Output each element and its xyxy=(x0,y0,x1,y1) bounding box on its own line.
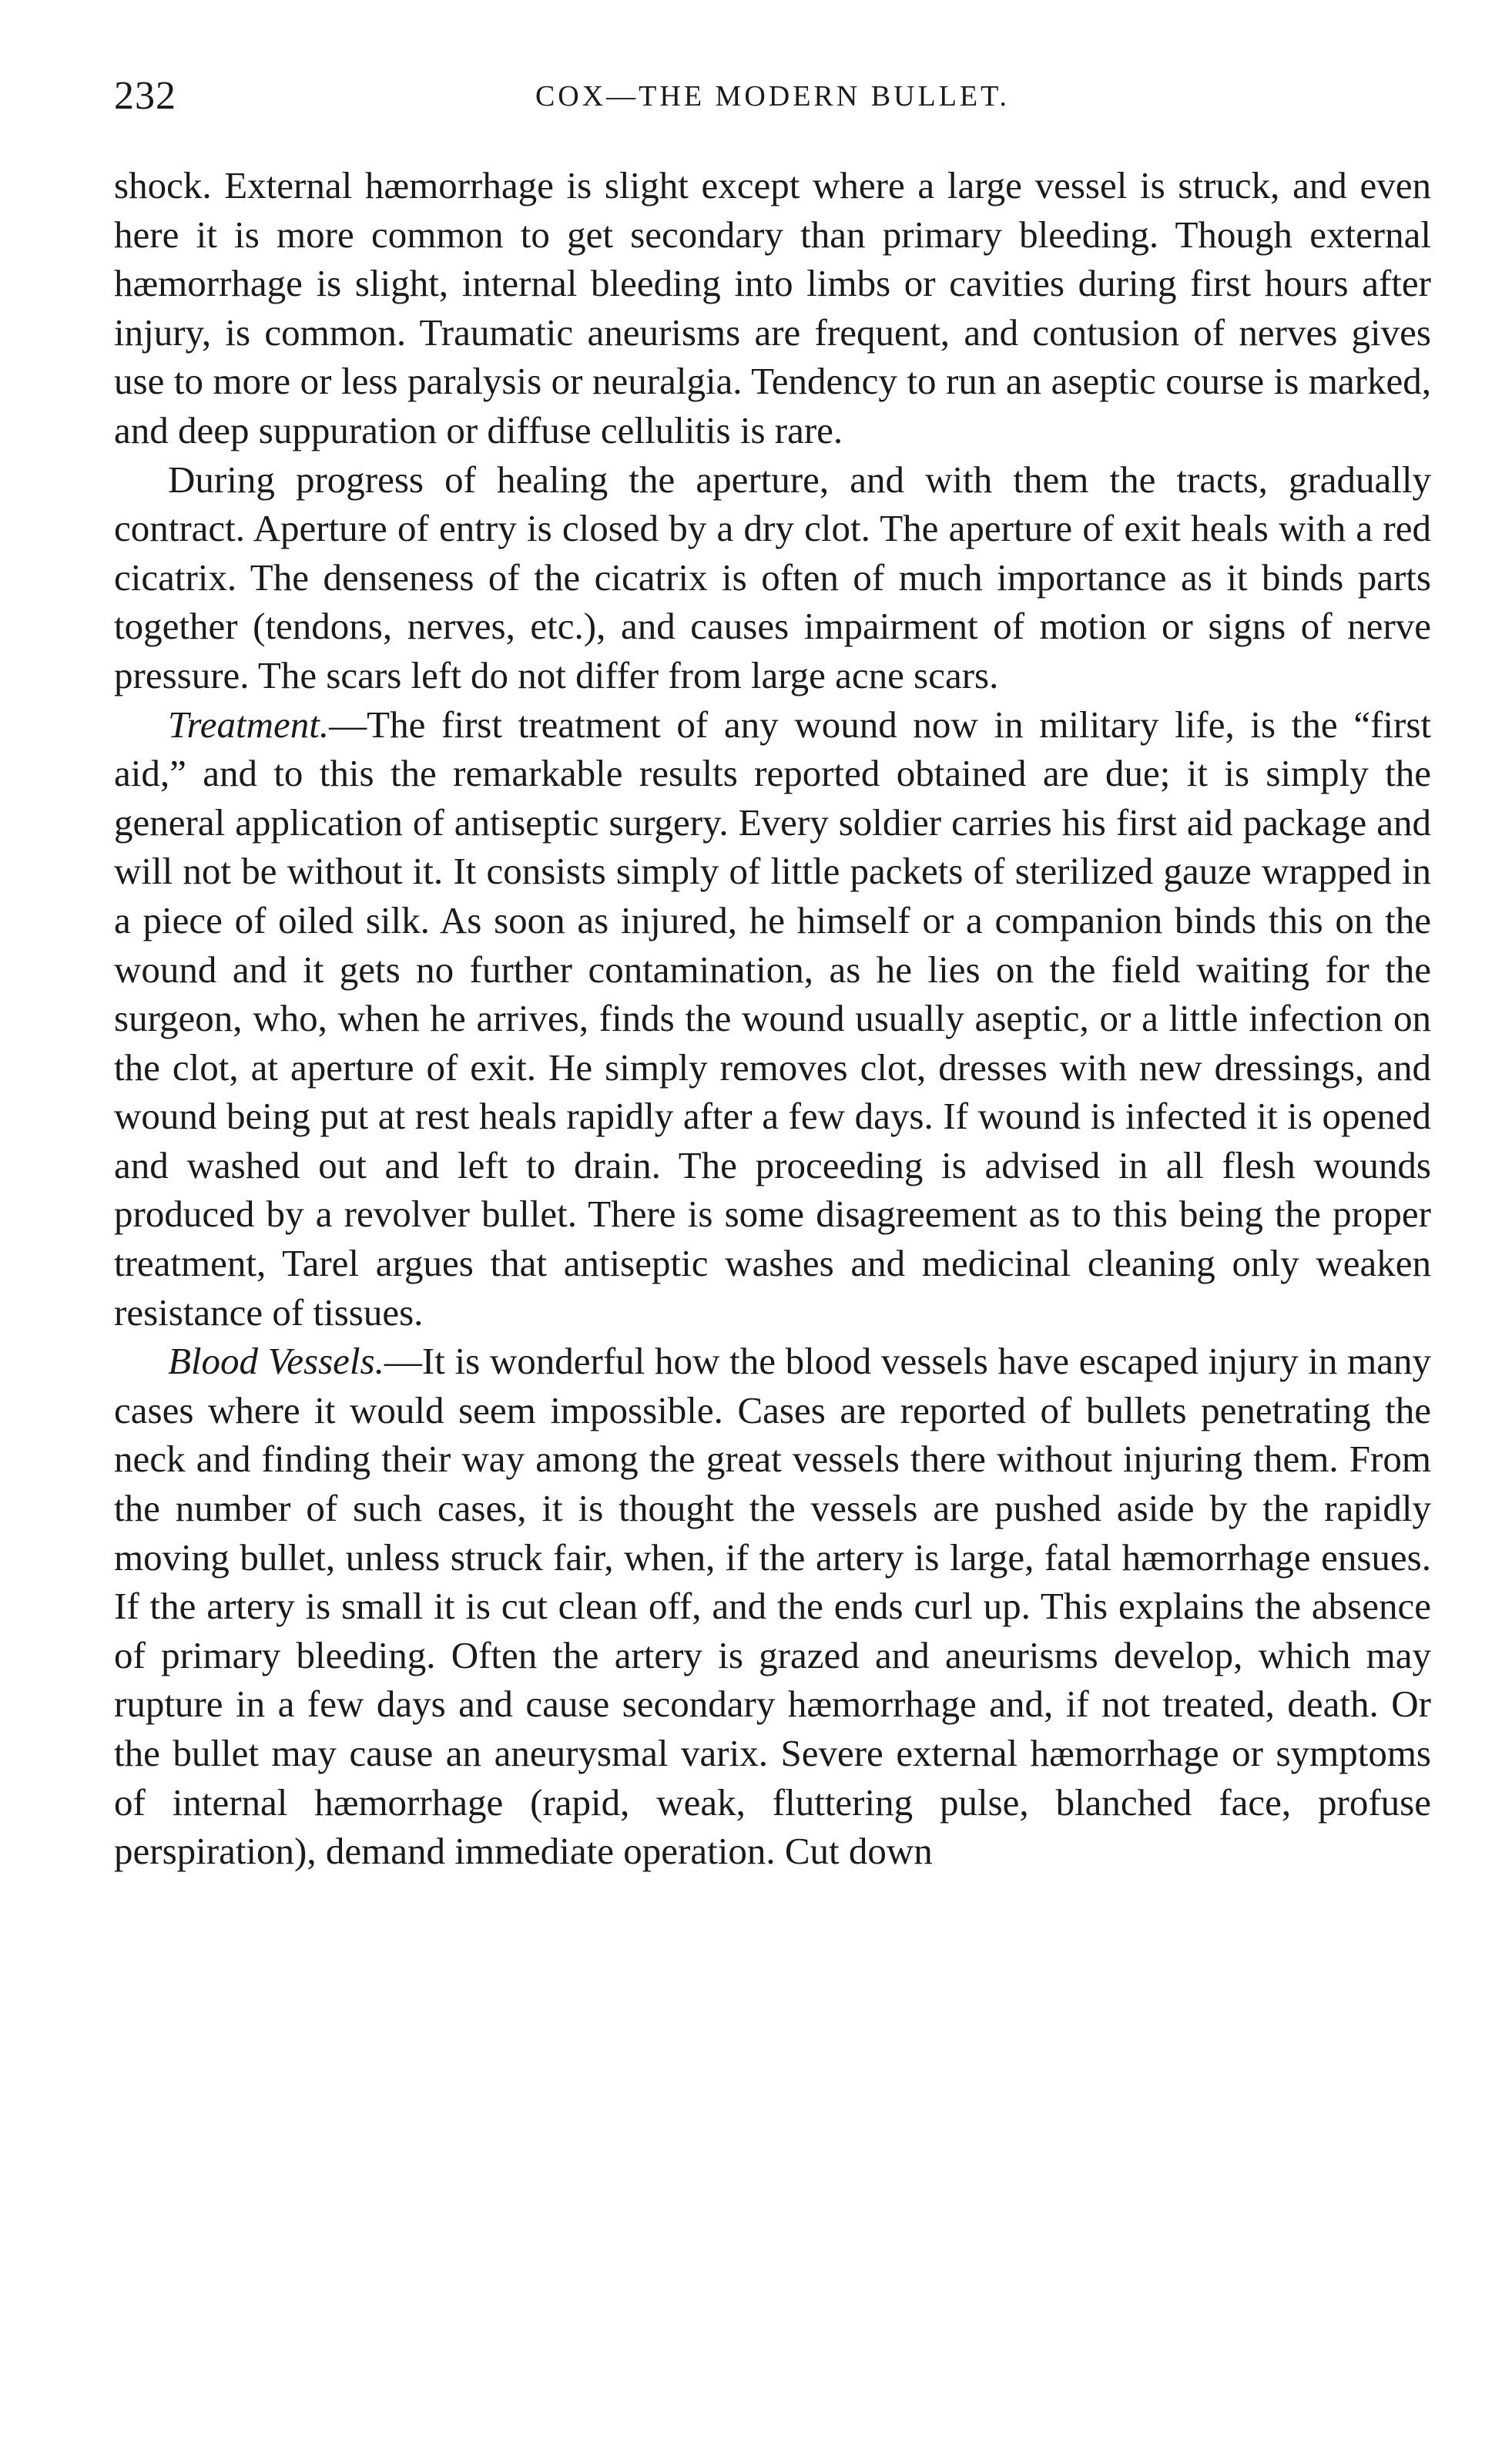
paragraph-1: shock. External hæmorrhage is slight except where a large vessel is struck, and even here it is more common to get secondary than primary bleeding. Though external hæmorrhage is slight, internal bleeding into limbs or cavities during first hours after injury, is common. Traumatic aneurisms are frequent, and contusion of nerves gives use to more or less paralysis or neuralgia. Tendency to run an aseptic course is marked, and deep suppuration or diffuse cellulitis is rare. xyxy=(114,164,1431,451)
document-page xyxy=(114,73,1431,1876)
section-heading-blood-vessels: Blood Vessels. xyxy=(168,1340,384,1383)
paragraph-3 xyxy=(114,700,1431,1337)
section-heading-treatment: Treatment. xyxy=(168,703,330,746)
paragraph-4-text: —It is wonderful how the blood vessels have escaped injury in many cases where it would seem impossible. Cases are reported of bullets penetrating the neck and finding their way among the great vessels there without injuring them. From the number of such cases, it is thought the vessels are pushed aside by the rapidly moving bullet, unless struck fair, when, if the artery is large, fatal hæmorrhage ensues. If the artery is small it is cut clean off, and the ends curl up. This explains the absence of primary bleeding. Often the artery is grazed and aneurisms develop, which may rupture in a few days and cause secondary hæmorrhage and, if not treated, death. Or the bullet may cause an aneurysmal varix. Severe external hæmorrhage or symptoms of internal hæmorrhage (rapid, weak, fluttering pulse, blanched face, profuse perspiration), demand immediate operation. Cut down xyxy=(114,1340,1431,1873)
body-text xyxy=(114,161,1431,1876)
paragraph-3-text: —The first treatment of any wound now in military life, is the “first aid,” and to this the remarkable results reported obtained are due; it is simply the general application of antiseptic surgery. Every soldier carries his first aid package and will not be without it. It consists simply of little packets of sterilized gauze wrapped in a piece of oiled silk. As soon as injured, he himself or a companion binds this on the wound and it gets no further contamination, as he lies on the field waiting for the surgeon, who, when he arrives, finds the wound usually aseptic, or a little infection on the clot, at aperture of exit. He simply removes clot, dresses with new dressings, and wound being put at rest heals rapidly after a few days. If wound is infected it is opened and washed out and left to drain. The proceeding is advised in all flesh wounds produced by a revolver bullet. There is some disagreement as to this being the proper treatment, Tarel argues that antiseptic washes and medicinal cleaning only weaken resistance of tissues. xyxy=(114,703,1431,1334)
paragraph-4 xyxy=(114,1337,1431,1876)
page-header xyxy=(114,73,1431,135)
page-number: 232 xyxy=(114,74,176,118)
running-head: COX—THE MODERN BULLET. xyxy=(535,80,1011,112)
paragraph-2: During progress of healing the aperture, and with them the tracts, gradually contract. Aperture of entry is closed by a dry clot. The aperture of exit heals with a red cicatrix. The denseness of the cicatrix is often of much importance as it binds parts together (tendons, nerves, etc.), and causes impairment of motion or signs of nerve pressure. The scars left do not differ from large acne scars. xyxy=(114,458,1431,696)
